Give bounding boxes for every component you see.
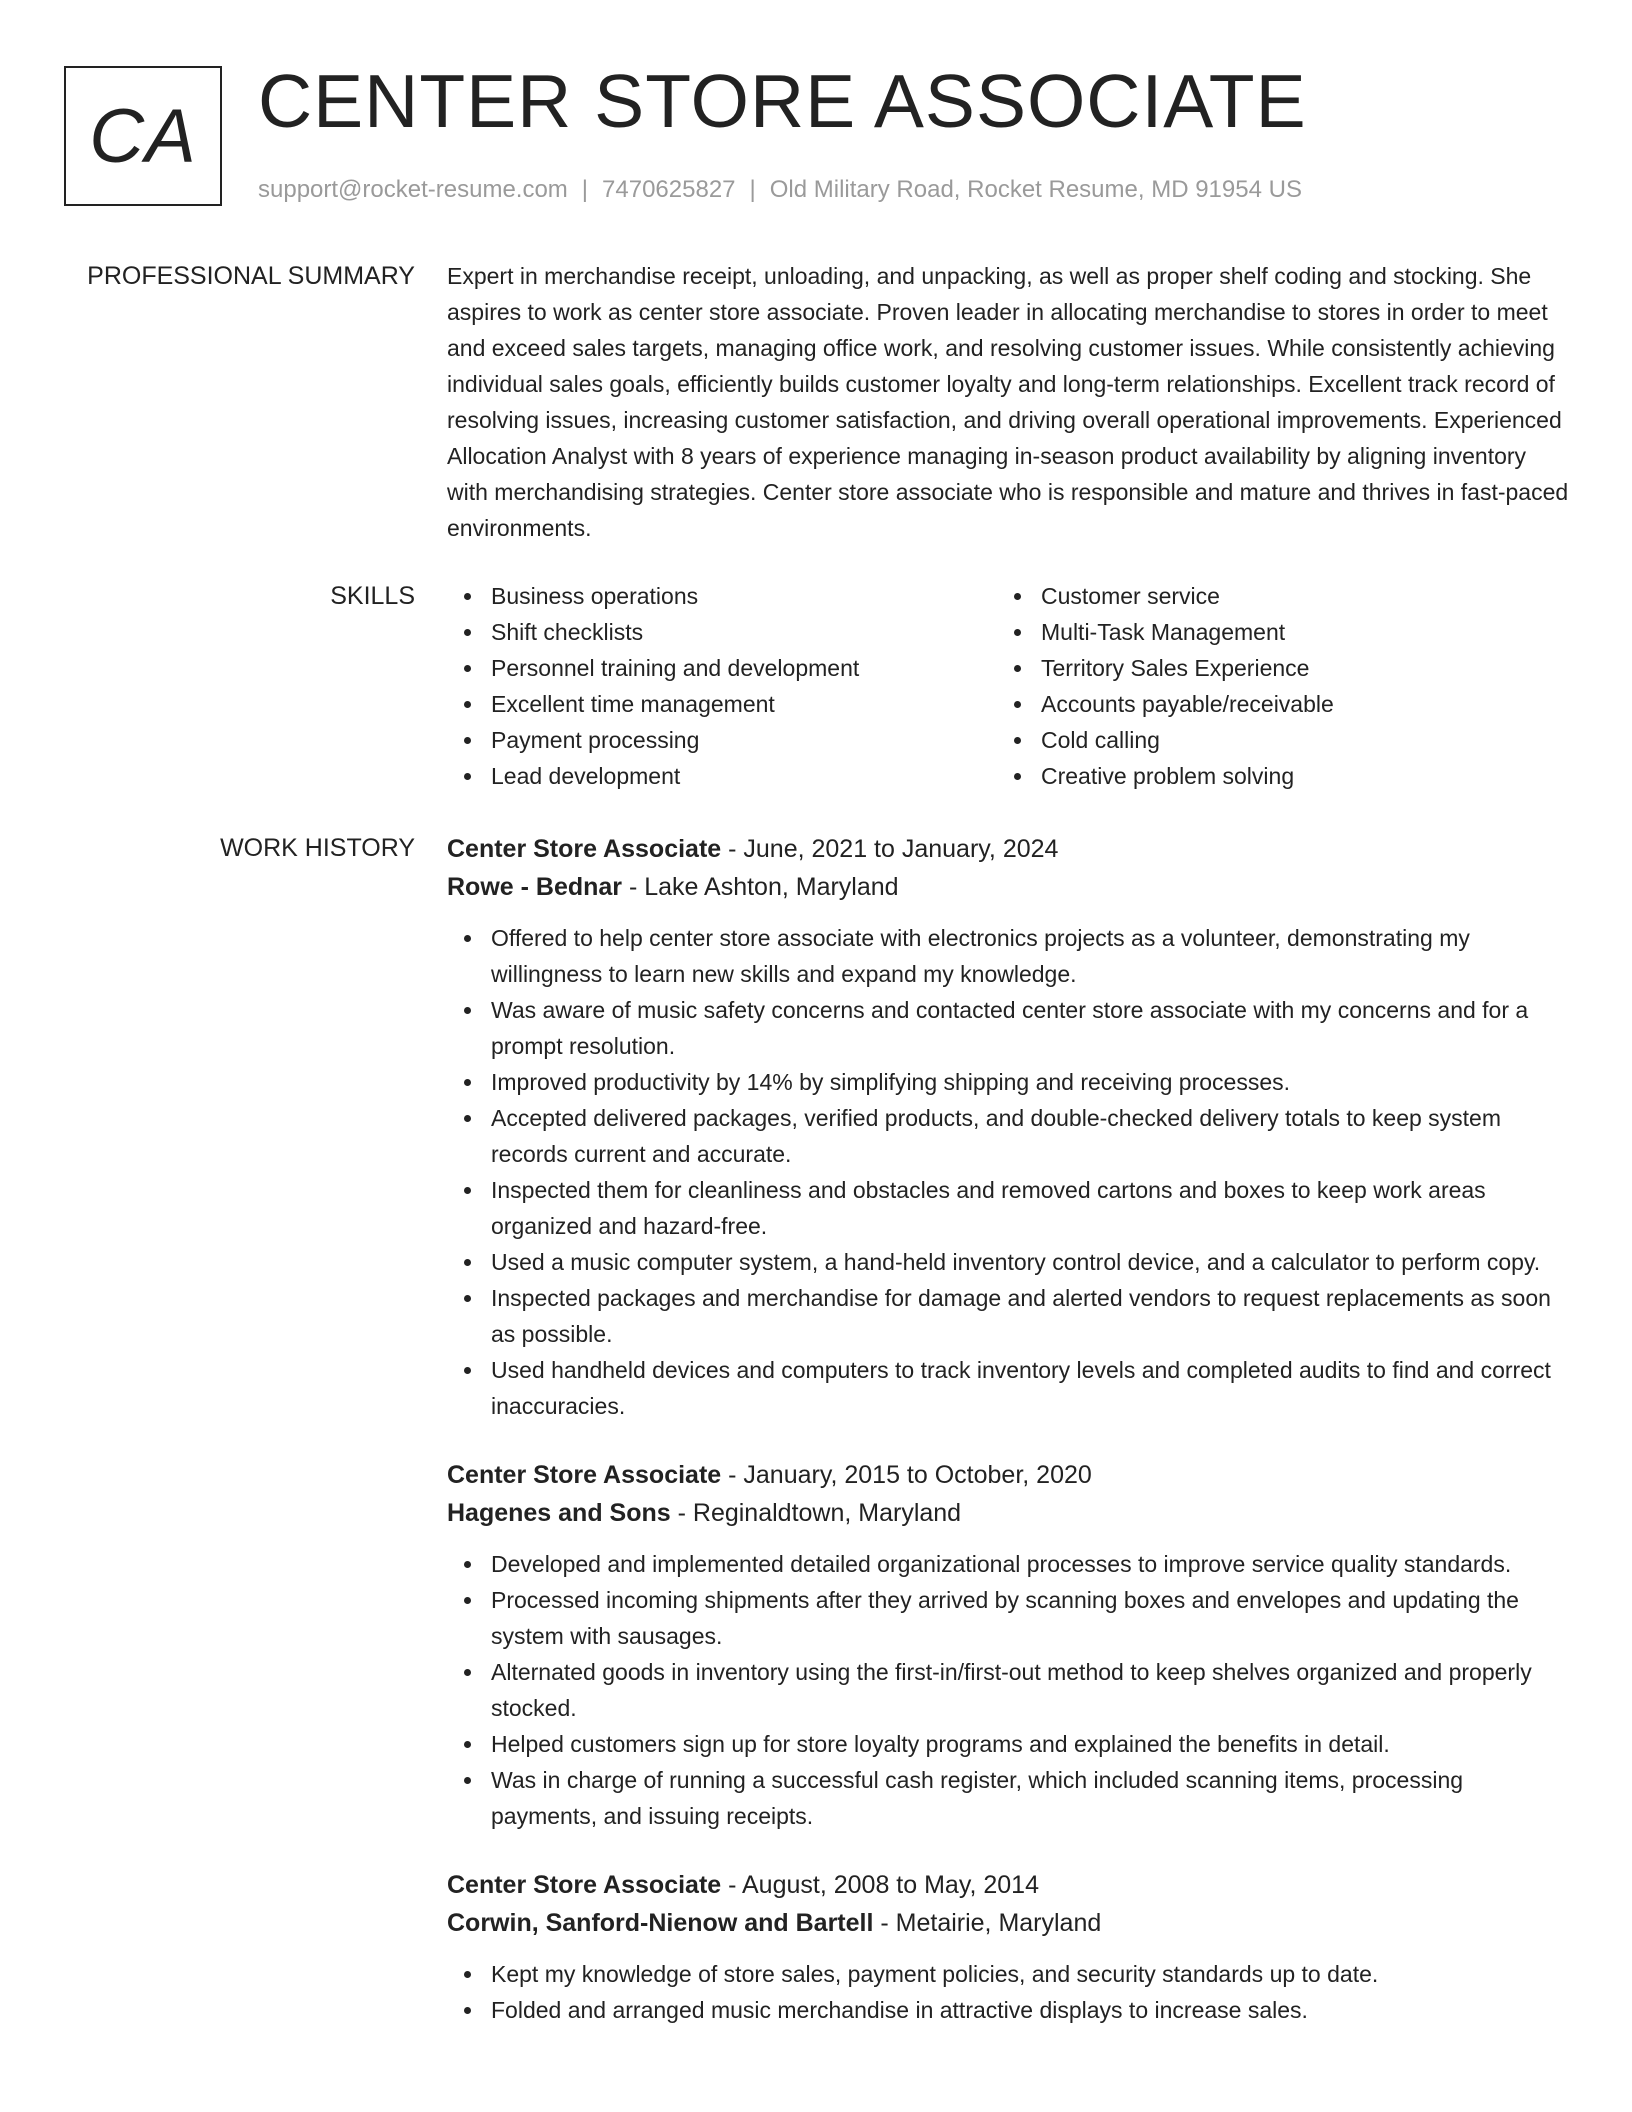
- job-dates: - June, 2021 to January, 2024: [721, 835, 1059, 863]
- skills-label: SKILLS: [330, 582, 415, 610]
- skills-left-column: [447, 578, 997, 794]
- contact-line: [258, 175, 1302, 205]
- job-company: Corwin, Sanford-Nienow and Bartell: [447, 1909, 874, 1937]
- job-company: Hagenes and Sons: [447, 1499, 671, 1527]
- job-entry: [447, 1866, 1569, 2028]
- summary-text: Expert in merchandise receipt, unloading, and unpacking, as well as proper shelf coding and stocking. She aspires to work as center store associate. Proven leader in allocating merchandise to stores in order to meet and exceed sales targets, managing office work, and resolving customer issues. While consistently achieving individual sales goals, efficiently builds customer loyalty and long-term relationships. Excellent track record of resolving issues, increasing customer satisfaction, and driving overall operational improvements. Experienced Allocation Analyst with 8 years of experience managing in-season product availability by aligning inventory with merchandising strategies. Center store associate who is responsible and mature and thrives in fast-paced environments.: [447, 263, 1569, 541]
- contact-separator: |: [749, 176, 756, 203]
- contact-address: Old Military Road, Rocket Resume, MD 91954 US: [769, 176, 1302, 203]
- summary-label: PROFESSIONAL SUMMARY: [87, 262, 415, 290]
- job-bullet: Helped customers sign up for store loyalty programs and explained the benefits in detail.: [447, 1726, 1569, 1762]
- contact-separator: |: [581, 176, 589, 203]
- monogram-initials: CA: [89, 93, 197, 179]
- job-company-line: [447, 1494, 1569, 1532]
- resume-name: CENTER STORE ASSOCIATE: [258, 59, 1307, 143]
- job-company-line: [447, 868, 1569, 906]
- job-bullet: Folded and arranged music merchandise in attractive displays to increase sales.: [447, 1992, 1569, 2028]
- job-entry: [447, 830, 1569, 1424]
- job-bullet: Inspected packages and merchandise for damage and alerted vendors to request replacements as soon as possible.: [447, 1280, 1569, 1352]
- job-bullet: Was aware of music safety concerns and contacted center store associate with my concerns and for a prompt resolution.: [447, 992, 1569, 1064]
- monogram-box: [64, 66, 222, 206]
- skill-item: Personnel training and development: [447, 650, 997, 686]
- job-bullet: Processed incoming shipments after they arrived by scanning boxes and envelopes and updating the system with sausages.: [447, 1582, 1569, 1654]
- job-title-line: [447, 830, 1569, 868]
- contact-phone[interactable]: 7470625827: [602, 176, 736, 203]
- skill-item: Payment processing: [447, 722, 997, 758]
- skill-item: Accounts payable/receivable: [997, 686, 1547, 722]
- job-title-line: [447, 1866, 1569, 1904]
- summary-body: [447, 258, 1569, 546]
- job-bullet: Kept my knowledge of store sales, payment policies, and security standards up to date.: [447, 1956, 1569, 1992]
- job-title-line: [447, 1456, 1569, 1494]
- job-company-line: [447, 1904, 1569, 1942]
- job-bullet: Inspected them for cleanliness and obstacles and removed cartons and boxes to keep work areas organized and hazard-free.: [447, 1172, 1569, 1244]
- job-location: - Lake Ashton, Maryland: [622, 873, 899, 901]
- skill-item: Shift checklists: [447, 614, 997, 650]
- job-bullet: Was in charge of running a successful cash register, which included scanning items, processing payments, and issuing receipts.: [447, 1762, 1569, 1834]
- skill-item: Customer service: [997, 578, 1547, 614]
- job-title: Center Store Associate: [447, 1871, 722, 1899]
- skill-item: Cold calling: [997, 722, 1547, 758]
- work-body: [447, 830, 1569, 2060]
- job-dates: - January, 2015 to October, 2020: [721, 1461, 1092, 1489]
- skills-right-column: [997, 578, 1547, 794]
- job-bullets: [447, 1956, 1569, 2028]
- skill-item: Excellent time management: [447, 686, 997, 722]
- job-company: Rowe - Bednar: [447, 873, 623, 901]
- job-title: Center Store Associate: [447, 1461, 722, 1489]
- job-bullet: Developed and implemented detailed organizational processes to improve service quality standards.: [447, 1546, 1569, 1582]
- work-label: WORK HISTORY: [220, 834, 415, 862]
- job-location: - Reginaldtown, Maryland: [670, 1499, 962, 1527]
- job-entry: [447, 1456, 1569, 1834]
- job-bullet: Alternated goods in inventory using the first-in/first-out method to keep shelves organized and properly stocked.: [447, 1654, 1569, 1726]
- skill-item: Lead development: [447, 758, 997, 794]
- job-bullet: Improved productivity by 14% by simplifying shipping and receiving processes.: [447, 1064, 1569, 1100]
- job-bullets: [447, 920, 1569, 1424]
- skill-item: Creative problem solving: [997, 758, 1547, 794]
- job-title: Center Store Associate: [447, 835, 722, 863]
- contact-email[interactable]: support@rocket-resume.com: [258, 176, 568, 203]
- job-bullet: Used a music computer system, a hand-held inventory control device, and a calculator to perform copy.: [447, 1244, 1569, 1280]
- skills-body: [447, 578, 1569, 794]
- skill-item: Territory Sales Experience: [997, 650, 1547, 686]
- job-location: - Metairie, Maryland: [873, 1909, 1102, 1937]
- job-bullet: Accepted delivered packages, verified products, and double-checked delivery totals to keep system records current and accurate.: [447, 1100, 1569, 1172]
- job-bullet: Offered to help center store associate with electronics projects as a volunteer, demonstrating my willingness to learn new skills and expand my knowledge.: [447, 920, 1569, 992]
- skill-item: Multi-Task Management: [997, 614, 1547, 650]
- job-dates: - August, 2008 to May, 2014: [721, 1871, 1039, 1899]
- job-bullet: Used handheld devices and computers to track inventory levels and completed audits to find and correct inaccuracies.: [447, 1352, 1569, 1424]
- skill-item: Business operations: [447, 578, 997, 614]
- job-bullets: [447, 1546, 1569, 1834]
